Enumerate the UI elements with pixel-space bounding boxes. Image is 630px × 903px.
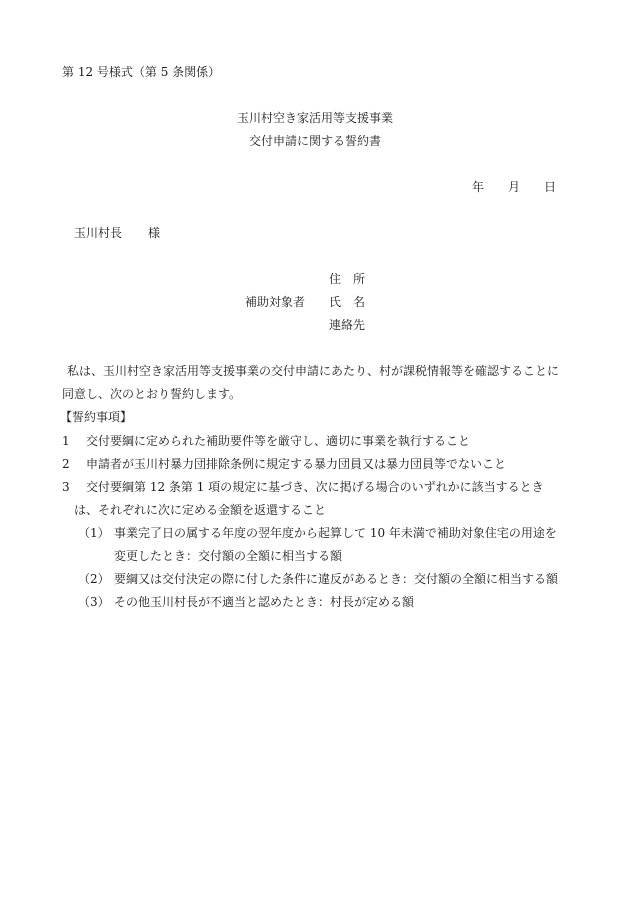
sub-item-number: （1） — [78, 526, 110, 540]
form-number: 第 12 号様式（第 5 条関係） — [62, 65, 221, 79]
date-month-label: 月 — [508, 180, 521, 194]
body-text-line1: 私は、玉川村空き家活用等支援事業の交付申請にあたり、村が課税情報等を確認することに — [67, 364, 560, 378]
date-day-label: 日 — [544, 180, 557, 194]
date-year-label: 年 — [472, 180, 485, 194]
address-label: 住 所 — [329, 272, 366, 286]
name-label: 氏 名 — [329, 295, 366, 309]
addressee — [74, 227, 160, 239]
pledge-item-3-continuation: は、それぞれに次に定める金額を返還すること — [74, 503, 327, 517]
document-title-line1: 玉川村空き家活用等支援事業 — [236, 111, 393, 125]
sub-item-text: 要綱又は交付決定の際に付した条件に違反があるとき：交付額の全額に相当する額 — [114, 572, 559, 586]
pledge-item-number: 2 — [62, 457, 70, 471]
pledge-item-2 — [62, 458, 506, 470]
sub-item-text: 事業完了日の属する年度の翌年度から起算して 10 年未満で補助対象住宅の用途を — [114, 526, 557, 540]
pledge-item-3 — [62, 481, 544, 493]
sub-item-number: （2） — [78, 572, 110, 586]
sub-item-1 — [78, 527, 557, 539]
sub-item-1-continuation: 変更したとき：交付額の全額に相当する額 — [114, 549, 343, 563]
date-row — [472, 181, 556, 193]
pledge-item-text: 交付要綱第 12 条第 1 項の規定に基づき、次に掲げる場合のいずれかに該当するとき — [86, 480, 544, 494]
pledge-item-text: 申請者が玉川村暴力団排除条例に規定する暴力団員又は暴力団員等でないこと — [86, 457, 507, 471]
pledge-item-number: 1 — [62, 434, 70, 448]
sub-item-3 — [78, 596, 414, 608]
sub-item-2 — [78, 573, 558, 585]
sub-item-text: その他玉川村長が不適当と認めたとき：村長が定める額 — [114, 595, 415, 609]
pledge-item-number: 3 — [62, 480, 70, 494]
applicant-label: 補助対象者 — [245, 295, 306, 309]
addressee-name: 玉川村長 — [74, 226, 123, 240]
contact-label: 連絡先 — [329, 318, 366, 332]
pledge-item-1 — [62, 435, 470, 447]
pledge-heading: 【誓約事項】 — [60, 410, 133, 424]
body-text-line2: 同意し、次のとおり誓約します。 — [62, 387, 242, 401]
pledge-item-text: 交付要綱に定められた補助要件等を厳守し、適切に事業を執行すること — [86, 434, 471, 448]
sub-item-number: （3） — [78, 595, 110, 609]
addressee-honorific: 様 — [148, 226, 161, 240]
document-title-line2: 交付申請に関する誓約書 — [248, 134, 381, 148]
